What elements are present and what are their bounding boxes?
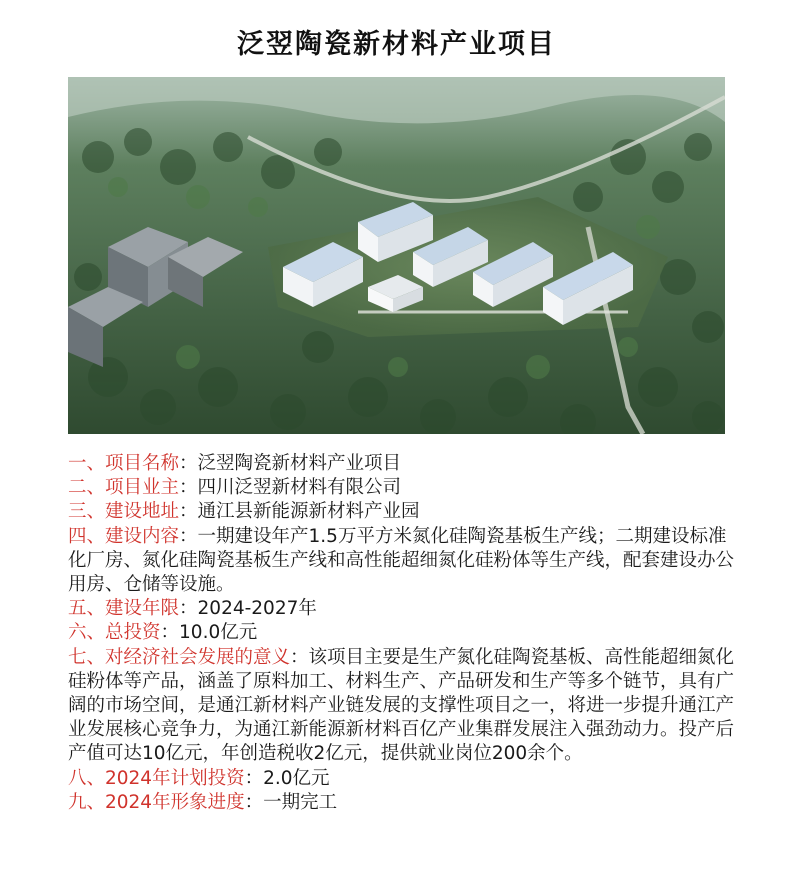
detail-separator: ： (290, 646, 309, 668)
detail-separator: ： (179, 453, 198, 474)
detail-item-address (68, 500, 744, 524)
detail-item-content (68, 525, 744, 598)
detail-item-progress-2024 (68, 791, 744, 815)
detail-label: 七、对经济社会发展的意义 (68, 646, 291, 668)
detail-value: 该项目主要是生产氮化硅陶瓷基板、高性能超细氮化硅粉体等产品，涵盖了原料加工、材料生产、产品研发和生产等多个链节，具有广阔的市场空间，是通江新材料产业链发展的支撑性项目之一，将进一步提升通江产业发展核心竞争力，为通江新能源新材料百亿产业集群发展注入强劲动力。投产后产值可达10亿元，年创造税收2亿元，提供就业岗位200余个。 (68, 646, 735, 765)
detail-label: 三、建设地址 (68, 501, 180, 523)
detail-item-significance (68, 646, 744, 767)
detail-value: 四川泛翌新材料有限公司 (197, 477, 402, 499)
page-title: 泛翌陶瓷新材料产业项目 (237, 29, 556, 60)
detail-value: 一期完工 (263, 791, 338, 813)
detail-separator: ： (179, 525, 198, 547)
detail-value: 2024-2027年 (197, 598, 317, 620)
detail-separator: ： (244, 791, 264, 813)
detail-separator: ： (244, 767, 264, 789)
detail-label: 八、2024年计划投资 (68, 767, 245, 789)
detail-value: 10.0亿元 (179, 622, 258, 644)
detail-separator: ： (179, 501, 198, 523)
detail-value: 一期建设年产1.5万平方米氮化硅陶瓷基板生产线；二期建设标准化厂房、氮化硅陶瓷基板生产线和高性能超细氮化硅粉体等生产线，配套建设办公用房、仓储等设施。 (68, 525, 735, 596)
project-details (68, 452, 744, 815)
detail-separator: ： (160, 622, 180, 644)
detail-item-plan-2024 (68, 767, 744, 791)
detail-label: 六、总投资 (68, 622, 161, 644)
detail-value: 2.0亿元 (263, 767, 330, 789)
detail-value: 通江县新能源新材料产业园 (197, 501, 420, 523)
detail-item-investment (68, 621, 744, 645)
detail-label: 一、项目名称 (68, 453, 180, 474)
detail-label: 二、项目业主 (68, 477, 180, 499)
detail-label: 九、2024年形象进度 (68, 791, 245, 813)
detail-separator: ： (179, 477, 198, 499)
detail-item-period (68, 597, 744, 621)
detail-value: 泛翌陶瓷新材料产业项目 (197, 453, 402, 474)
detail-item-name (68, 452, 744, 476)
detail-separator: ： (179, 598, 198, 620)
detail-item-owner (68, 476, 744, 500)
detail-label: 五、建设年限 (68, 598, 180, 620)
aerial-rendering-image (68, 77, 725, 434)
detail-label: 四、建设内容 (68, 525, 180, 547)
